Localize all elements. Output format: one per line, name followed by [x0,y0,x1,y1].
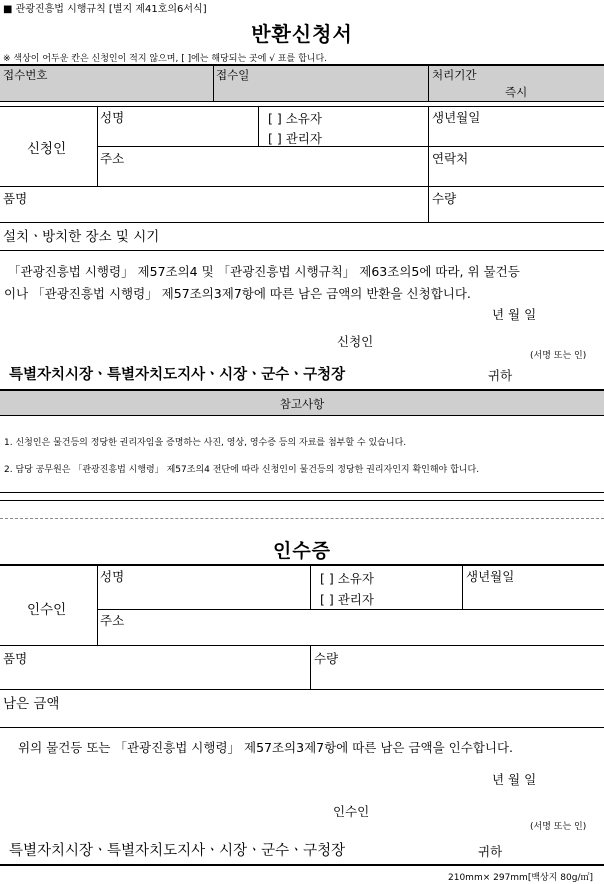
reference-item-2: 2. 담당 공무원은 「관광진흥법 시행령」 제57조의4 전단에 따라 신청인이 물건등의 정당한 권리자인지 확인해야 합니다. [4,465,480,475]
law-reference: ■ 관광진흥법 시행규칙 [별지 제41호의6서식] [3,4,207,15]
receipt-quantity-label: 수량 [314,651,339,666]
reception-date-label: 접수일 [216,68,250,82]
item-name-label: 품명 [3,191,28,206]
applicant-birth-label: 생년월일 [432,110,481,125]
receiver-name-label: 성명 [100,569,125,584]
place-label: 설치ㆍ방치한 장소 및 시기 [3,229,160,245]
reference-item-1: 1. 신청인은 물건등의 정당한 권리자임을 증명하는 사진, 영상, 영수증 등의 자료를 첨부할 수 있습니다. [4,438,407,448]
recipient-honorific: 귀하 [488,368,513,383]
applicant-contact-label: 연락처 [432,151,469,166]
receipt-recipient-honorific: 귀하 [478,844,503,859]
receipt-statement: 위의 물건등 또는 「관광진흥법 시행령」 제57조의3제7항에 따른 남은 금액을 인수합니다. [18,740,514,755]
receiver-signer-label: 인수인 [333,804,370,819]
receiver-manager-checkbox[interactable]: [ ] 관리자 [320,592,374,607]
receiver-sign-note: (서명 또는 인) [530,822,587,832]
applicant-name-label: 성명 [100,110,125,125]
item-quantity-label: 수량 [432,191,457,206]
statement-line1: 「관광진흥법 시행령」 제57조의4 및 「관광진흥법 시행규칙」 제63조의5에 따라, 위 물건등 [8,264,520,279]
form-note: ※ 색상이 어두운 칸은 신청인이 적지 않으며, [ ]에는 해당되는 곳에 √ 표를 합니다. [3,54,328,64]
statement-line2: 이나 「관광진흥법 시행령」 제57조의3제7항에 따른 남은 금액의 반환을 신청합니다. [4,286,471,301]
receipt-item-label: 품명 [3,651,28,666]
application-date: 년 월 일 [492,307,537,322]
processing-period-value: 즉시 [505,85,528,99]
receiver-section-label: 인수인 [27,602,67,618]
form-title: 반환신청서 [251,22,353,46]
receipt-date: 년 월 일 [492,772,537,787]
receipt-title: 인수증 [272,540,332,562]
applicant-section-label: 신청인 [27,141,67,157]
reception-number-label: 접수번호 [3,68,48,82]
applicant-signer-label: 신청인 [337,334,374,349]
receiver-birth-label: 생년월일 [466,569,515,584]
receiver-owner-checkbox[interactable]: [ ] 소유자 [320,571,374,586]
receipt-recipient-title: 특별자치시장ㆍ특별자치도지사ㆍ시장ㆍ군수ㆍ구청장 [9,843,346,859]
processing-period-label: 처리기간 [432,68,477,82]
manager-checkbox[interactable]: [ ] 관리자 [268,131,322,146]
cut-line [0,518,604,519]
applicant-address-label: 주소 [100,151,125,166]
applicant-sign-note: (서명 또는 인) [530,351,587,361]
remaining-amount-label: 남은 금액 [3,696,60,712]
receiver-address-label: 주소 [100,613,125,628]
owner-checkbox[interactable]: [ ] 소유자 [268,111,322,126]
recipient-title: 특별자치시장ㆍ특별자치도지사ㆍ시장ㆍ군수ㆍ구청장 [9,367,346,383]
reference-header: 참고사항 [279,397,325,411]
paper-size-note: 210mm× 297mm[백상지 80g/㎡] [448,873,593,883]
